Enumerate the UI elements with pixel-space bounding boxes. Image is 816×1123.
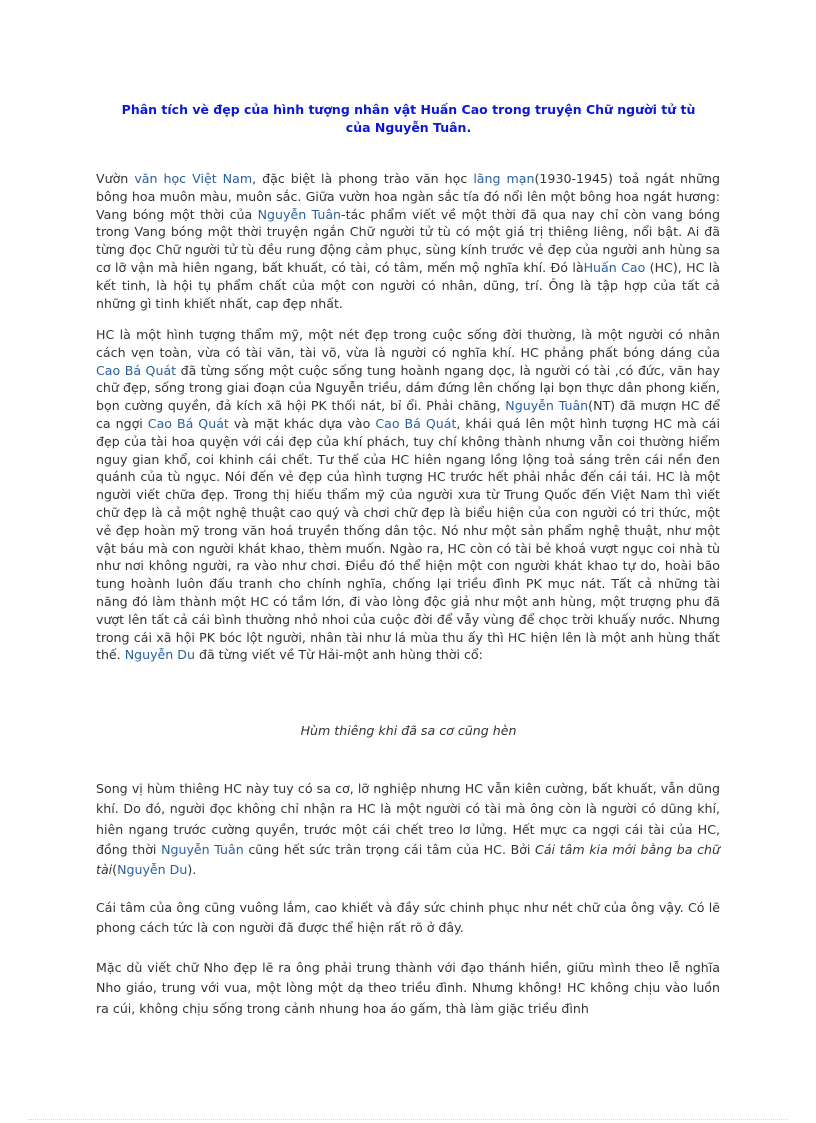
title-line-2: của Nguyễn Tuân. [345,120,472,135]
paragraph-heart: Cái tâm của ông cũng vuông lắm, cao khiết và đầy sức chinh phục như nét chữ của ông vậy. Có lẽ phong cách tức là con người đã được thể hiện rất rõ ở đây. [96,900,720,936]
text-run: (NT) đã mượn HC để ca ngợi [96,398,721,431]
text-run: ( [112,862,118,878]
paragraph-intro [96,170,720,312]
paragraph-character [96,326,720,664]
document-title [96,101,721,137]
text-run: đã từng sống một cuộc sống tung hoành ngang dọc, là người có tài ,có đức, văn hay chữ đẹp, sống trong giai đoạn của Nguyễn triều, dám đứng lên chống lại bọn thực dân phong kiến, bọn cường quyền, đả kích xã hội PK thối nát, bỉ ổi. Phải chăng, [96,362,720,414]
link-nguyen-tuan[interactable]: Nguyễn Tuân [505,398,589,414]
text-run: và mặt khác dựa vào [228,415,376,431]
text-run: Song vị hùm thiêng HC này tuy có sa cơ, lỡ nghiệp nhưng HC vẫn kiên cường, bất khuất, vẫn dũng khí. Do đó, người đọc không chỉ nhận ra HC là một người có tài mà ông còn là người có dũng khí, hiên ngang trước cường quyền, trước một cái chết treo lơ lửng. Hết mực ca ngợi cái tài của HC, đồng thời [96,781,720,857]
link-cao-ba-quat[interactable]: Cao Bá Quát [96,362,177,378]
text-run: đã từng viết về Từ Hải-một anh hùng thời cổ: [194,647,483,663]
paragraph-courage [96,779,720,880]
text-run: Vườn [96,171,135,186]
link-lang-man[interactable]: lãng mạn [473,171,535,186]
text-run: (1930-1945) toả ngát những bông hoa muôn màu, muôn sắc. Giữa vườn hoa ngàn sắc tía đó nổi lên một bông hoa ngát hương: Vang bóng một thời của [96,171,720,222]
link-nguyen-du[interactable]: Nguyễn Du [124,647,195,663]
link-cao-ba-quat[interactable]: Cao Bá Quát [147,415,229,431]
text-run: HC là một hình tượng thẩm mỹ, một nét đẹp trong cuộc sống đời thường, là một người có nhân cách vẹn toàn, vừa có tài văn, tài võ, vừa là người có nghĩa khí. HC phảng phất bóng dáng của [96,327,720,360]
title-line-1: Phân tích vè đẹp của hình tượng nhân vật Huấn Cao trong truyện Chữ người tử tù [121,102,696,117]
text-run: (HC), HC là kết tinh, là hội tụ phẩm chất của một con người có nhân, dũng, trí. Ông là tập hợp của tất cả những gì tinh khiết nhất, cap đẹp nhất. [96,259,720,311]
link-nguyen-tuan[interactable]: Nguyễn Tuân [257,206,342,222]
text-run: , đặc biệt là phong trào văn học [252,171,474,186]
text-run: , khái quá lên một hình tượng HC mà cái đẹp của tài hoa quyện với cái đẹp của khí phách, tuy chí không thành nhưng vẫn coi thường hiểm nguy gian khổ, coi khinh cái chết. Tư thế của HC hiên ngang lồng lộng toả sáng trên cái nền đen quánh của tù ngục. Nói đến vẻ đẹp của hình tượng HC trước hết phải nhắc đến cái tái. HC là một người viết chữa đẹp. Trong thị hiếu thẩm mỹ của người xưa từ Trung Quốc đến Việt Nam thì viết chữ đẹp là cả một nghệ thuật cao quý và chơi chữ đẹp là biểu hiện của con người có tri thức, một vẻ đẹp hoàn mỹ trong văn hoá truyền thống dân tộc. Nó như một sản phẩm nghệ thuật, như một vật báu mà con người khát khao, thèm muốn. Ngào ra, HC còn có tài bẻ khoá vượt ngục coi nhà tù như nơi không người, ra vào như chơi. Điều đó thể hiện một con người khát khao tự do, hoài bão tung hoành luôn đấu tranh cho chính nghĩa, chống lại triều đình PK mục nát. Tất cả những tài năng đó làm thành một HC có tầm lớn, đi vào lòng độc giả như một anh hùng, một trượng phu đã vượt lên tất cả cái bình thường nhỏ nhoi của cuộc đời để vẫy vùng để chọc trời khuấy nước. Nhưng trong cái xã hội PK bóc lột người, nhân tài như lá mùa thu ấy thì HC hiện lên là một anh hùng thất thế. [96,415,720,663]
page-bottom-divider [28,1119,788,1120]
link-huan-cao[interactable]: Huấn Cao [583,259,646,275]
italic-quote: Cái tâm kia mới bằng ba chữ tài [96,841,720,878]
text-run: -tác phẩm viết về một thời đã qua nay chỉ còn vang bóng trong Vang bóng một thời truyện ngắn Chữ người tử tù có một giá trị thiêng liêng, nổi bật. Ai đã từng đọc Chữ người tử tù đều rung động cảm phục, sùng kính trước vẻ đẹp của người anh hùng sa cơ lỡ vận mà hiên ngang, bất khuất, có tài, có tâm, mến mộ nghĩa khí. Đó là [96,206,721,275]
quote-verse: Hùm thiêng khi đã sa cơ cũng hèn [300,723,517,738]
text-run: ). [187,862,197,878]
text-run: cũng hết sức trân trọng cái tâm của HC. Bởi [243,841,536,857]
link-nguyen-du[interactable]: Nguyễn Du [117,862,188,878]
paragraph-confucian: Mặc dù viết chữ Nho đẹp lẽ ra ông phải trung thành với đạo thánh hiền, giữu mình theo lễ nghĩa Nho giáo, trung với vua, một lòng một dạ theo triều đình. Nhưng không! HC không chịu vào luồn ra cúi, không chịu sống trong cảnh nhung hoa áo gấm, thà làm giặc triều đình [96,960,720,1016]
link-nguyen-tuan[interactable]: Nguyễn Tuân [161,841,244,857]
link-van-hoc-viet-nam[interactable]: văn học Việt Nam [134,171,253,186]
link-cao-ba-quat[interactable]: Cao Bá Quát [375,415,457,431]
